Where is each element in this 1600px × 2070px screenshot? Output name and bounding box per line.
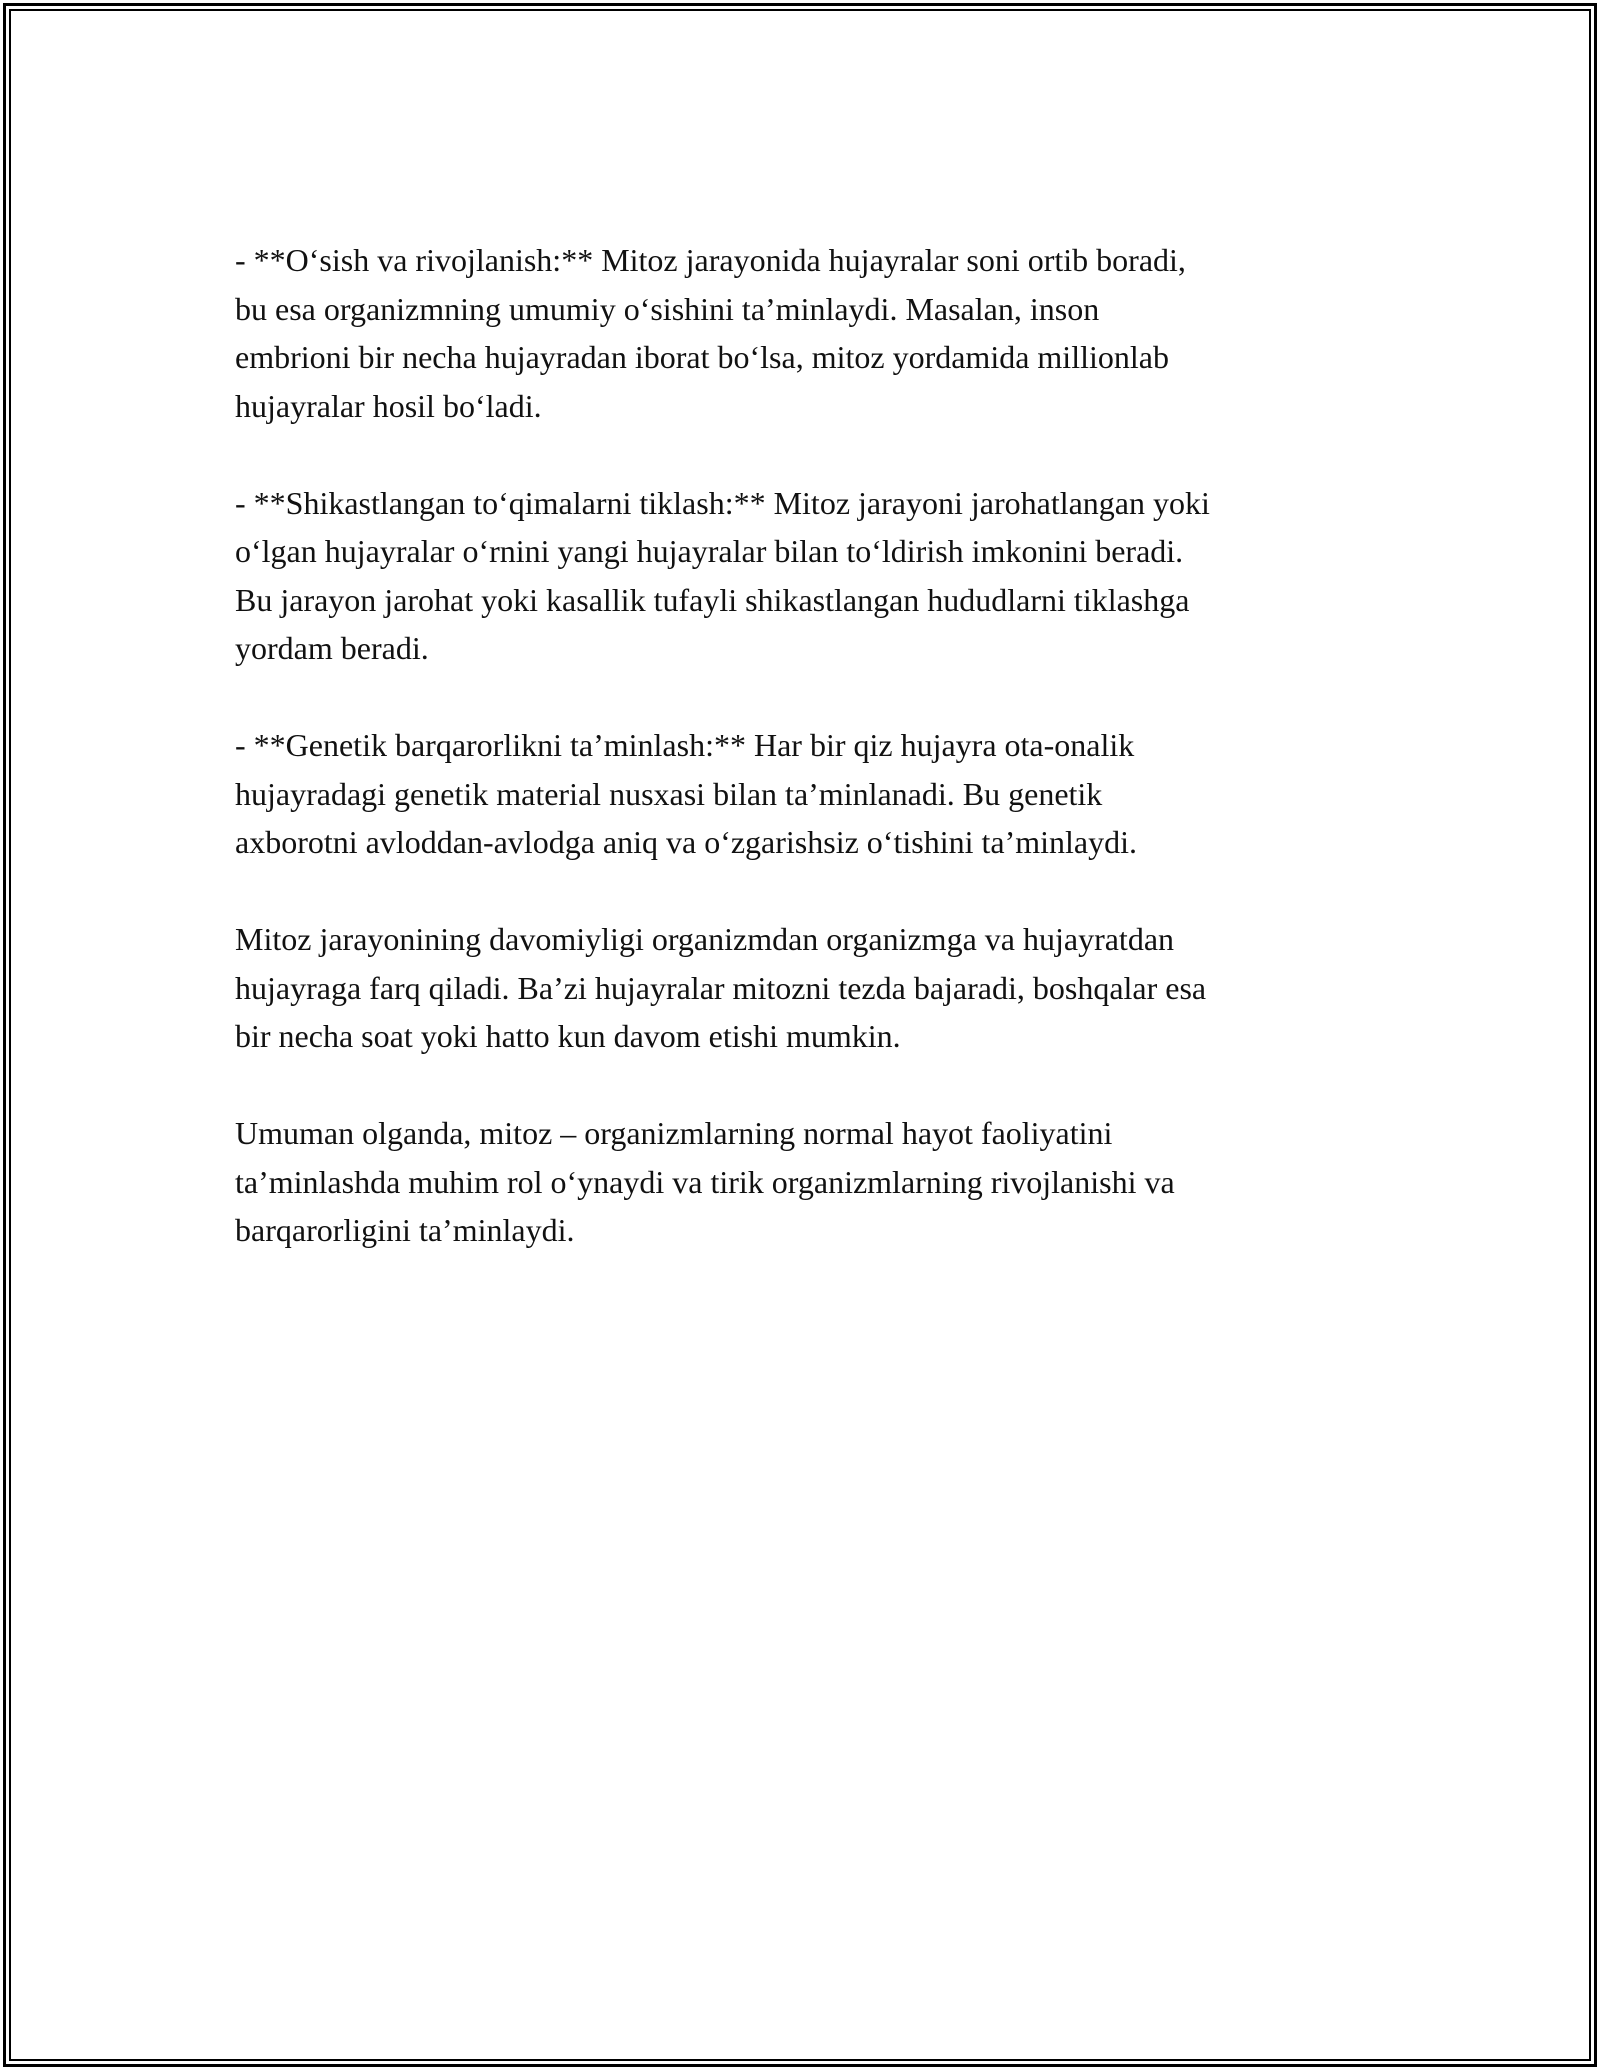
paragraph-conclusion: Umuman olganda, mitoz – organizmlarning normal hayot faoliyatini ta’minlashda muhim rol o‘ynaydi va tirik organizmlarning rivojlanishi va barqarorligini ta’minlaydi. xyxy=(235,1115,1175,1248)
paragraph-growth: - **O‘sish va rivojlanish:** Mitoz jarayonida hujayralar soni ortib boradi, bu esa organizmning umumiy o‘sishini ta’minlaydi. Masalan, inson embrioni bir necha hujayradan iborat bo‘lsa, mitoz yordamida millionlab hujayralar hosil bo‘ladi. xyxy=(235,242,1186,424)
paragraph-mitosis-duration: Mitoz jarayonining davomiyligi organizmdan organizmga va hujayratdan hujayraga farq qiladi. Ba’zi hujayralar mitozni tezda bajaradi, boshqalar esa bir necha soat yoki hatto kun davom etishi mumkin. xyxy=(235,921,1207,1054)
document-body xyxy=(235,236,1365,1303)
paragraph-tissue-repair: - **Shikastlangan to‘qimalarni tiklash:** Mitoz jarayoni jarohatlangan yoki o‘lgan hujayralar o‘rnini yangi hujayralar bilan to‘ldirish imkonini beradi. Bu jarayon jarohat yoki kasallik tufayli shikastlangan hududlarni tiklashga yordam beradi. xyxy=(235,484,1210,666)
paragraph-genetic-stability: - **Genetik barqarorlikni ta’minlash:** Har bir qiz hujayra ota-onalik hujayradagi genetik material nusxasi bilan ta’minlanadi. Bu genetik axborotni avloddan-avlodga aniq va o‘zgarishsiz o‘tishini ta’minlaydi. xyxy=(235,727,1137,860)
